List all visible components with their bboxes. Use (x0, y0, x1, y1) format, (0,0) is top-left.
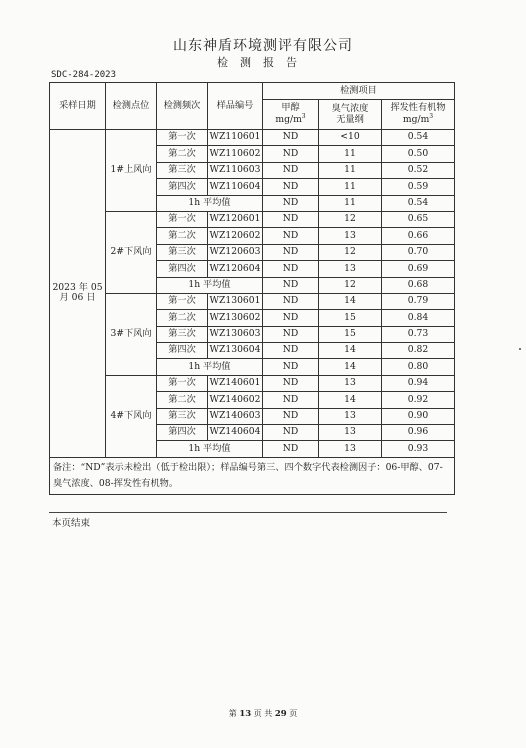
page-total: 29 (274, 709, 287, 719)
voc-cell: 0.73 (382, 326, 455, 342)
frequency-cell: 第一次 (157, 293, 208, 309)
sampling-date-line2: 月 06 日 (59, 292, 96, 304)
header-methanol-unit: mg/m (275, 114, 302, 126)
sample-no-cell: WZ140603 (208, 408, 263, 424)
methanol-cell: ND (263, 146, 319, 162)
frequency-cell: 第一次 (157, 130, 208, 146)
sample-no-cell: WZ140604 (208, 425, 263, 441)
header-voc (382, 100, 455, 130)
frequency-cell: 第一次 (157, 211, 208, 227)
sample-no-cell: WZ130604 (208, 343, 263, 359)
methanol-cell: ND (263, 392, 319, 408)
voc-cell: 0.96 (382, 425, 455, 441)
header-odor-name: 臭气浓度 (331, 102, 369, 114)
divider-line (49, 512, 447, 513)
header-voc-unit: mg/m (402, 114, 430, 126)
odor-cell: 11 (319, 195, 382, 211)
odor-cell: 12 (319, 244, 382, 260)
voc-cell: 0.80 (382, 359, 455, 375)
methanol-cell: ND (263, 441, 319, 457)
frequency-cell: 第四次 (157, 343, 208, 359)
frequency-cell: 第二次 (157, 392, 208, 408)
voc-cell: 0.54 (382, 130, 455, 146)
odor-cell: 11 (319, 146, 382, 162)
odor-cell: 12 (319, 277, 382, 293)
sampling-date-line1: 2023 年 05 (52, 281, 103, 293)
voc-cell: 0.90 (382, 408, 455, 424)
point-cell: 4#下风向 (106, 375, 157, 457)
page-current: 13 (239, 709, 252, 719)
point-cell: 1#上风向 (106, 130, 157, 212)
unit-superscript: 3 (301, 112, 306, 120)
frequency-cell: 第二次 (157, 146, 208, 162)
sample-no-cell: WZ120602 (208, 228, 263, 244)
sample-no-cell: WZ130603 (208, 326, 263, 342)
table-row (50, 293, 455, 309)
odor-cell: 14 (319, 392, 382, 408)
odor-cell: 11 (319, 179, 382, 195)
sample-no-cell: WZ120601 (208, 211, 263, 227)
document-number: SDC-284-2023 (51, 70, 117, 80)
header-point: 检测点位 (106, 83, 157, 130)
header-sample-no: 样品编号 (208, 83, 263, 130)
odor-cell: 13 (319, 425, 382, 441)
methanol-cell: ND (263, 261, 319, 277)
table-row (50, 130, 455, 146)
voc-cell: 0.94 (382, 375, 455, 391)
sample-no-cell: WZ140602 (208, 392, 263, 408)
odor-cell: 14 (319, 359, 382, 375)
header-test-items: 检测项目 (263, 83, 455, 100)
frequency-cell: 第四次 (157, 425, 208, 441)
voc-cell: 0.54 (382, 195, 455, 211)
voc-cell: 0.69 (382, 261, 455, 277)
sample-no-cell: WZ110601 (208, 130, 263, 146)
odor-cell: 13 (319, 408, 382, 424)
report-title: 检测报告 (217, 56, 309, 69)
point-cell: 3#下风向 (106, 293, 157, 375)
header-voc-name: 挥发性有机物 (390, 102, 446, 114)
page-mid: 页 共 (253, 709, 273, 718)
company-name: 山东神盾环境测评有限公司 (173, 38, 353, 54)
voc-cell: 0.92 (382, 392, 455, 408)
methanol-cell: ND (263, 195, 319, 211)
sample-no-cell: WZ130602 (208, 310, 263, 326)
methanol-cell: ND (263, 162, 319, 178)
page-suffix: 页 (289, 709, 298, 718)
frequency-cell: 第三次 (157, 408, 208, 424)
note-row (50, 457, 455, 494)
methanol-cell: ND (263, 293, 319, 309)
methanol-cell: ND (263, 310, 319, 326)
voc-cell: 0.79 (382, 293, 455, 309)
voc-cell: 0.65 (382, 211, 455, 227)
average-label-cell: 1h 平均值 (157, 277, 263, 293)
sample-no-cell: WZ140601 (208, 375, 263, 391)
methanol-cell: ND (263, 277, 319, 293)
voc-cell: 0.84 (382, 310, 455, 326)
odor-cell: <10 (319, 130, 382, 146)
methanol-cell: ND (263, 359, 319, 375)
scan-mark (519, 348, 521, 350)
methanol-cell: ND (263, 408, 319, 424)
sample-no-cell: WZ130601 (208, 293, 263, 309)
header-frequency: 检测频次 (157, 83, 208, 130)
page-prefix: 第 (228, 709, 237, 718)
odor-cell: 12 (319, 211, 382, 227)
frequency-cell: 第一次 (157, 375, 208, 391)
point-cell: 2#下风向 (106, 211, 157, 293)
odor-cell: 15 (319, 326, 382, 342)
table-row (50, 211, 455, 227)
frequency-cell: 第二次 (157, 228, 208, 244)
methanol-cell: ND (263, 425, 319, 441)
sampling-date-cell (50, 130, 106, 458)
voc-cell: 0.59 (382, 179, 455, 195)
methanol-cell: ND (263, 130, 319, 146)
voc-cell: 0.82 (382, 343, 455, 359)
methanol-cell: ND (263, 375, 319, 391)
table-row (50, 375, 455, 391)
frequency-cell: 第四次 (157, 261, 208, 277)
header-sampling-date: 采样日期 (50, 83, 106, 130)
methanol-cell: ND (263, 244, 319, 260)
odor-cell: 13 (319, 261, 382, 277)
voc-cell: 0.68 (382, 277, 455, 293)
page-number (0, 708, 526, 719)
sample-no-cell: WZ120604 (208, 261, 263, 277)
methanol-cell: ND (263, 343, 319, 359)
methanol-cell: ND (263, 228, 319, 244)
frequency-cell: 第三次 (157, 326, 208, 342)
voc-cell: 0.52 (382, 162, 455, 178)
unit-superscript: 3 (429, 112, 434, 120)
methanol-cell: ND (263, 179, 319, 195)
header-methanol-name: 甲醇 (281, 102, 300, 114)
page-end-note: 本页结束 (52, 518, 91, 529)
header-odor (319, 100, 382, 130)
odor-cell: 14 (319, 293, 382, 309)
frequency-cell: 第三次 (157, 244, 208, 260)
remarks-note: 备注：“ND”表示未检出（低于检出限）；样品编号第三、四个数字代表检测因子：06-甲醇、07-臭气浓度、08-挥发性有机物。 (50, 457, 455, 494)
frequency-cell: 第四次 (157, 179, 208, 195)
frequency-cell: 第二次 (157, 310, 208, 326)
voc-cell: 0.50 (382, 146, 455, 162)
methanol-cell: ND (263, 326, 319, 342)
average-label-cell: 1h 平均值 (157, 359, 263, 375)
average-label-cell: 1h 平均值 (157, 441, 263, 457)
voc-cell: 0.70 (382, 244, 455, 260)
header-odor-unit: 无量纲 (336, 113, 364, 125)
voc-cell: 0.93 (382, 441, 455, 457)
sample-no-cell: WZ120603 (208, 244, 263, 260)
odor-cell: 13 (319, 228, 382, 244)
frequency-cell: 第三次 (157, 162, 208, 178)
odor-cell: 13 (319, 375, 382, 391)
average-label-cell: 1h 平均值 (157, 195, 263, 211)
methanol-cell: ND (263, 211, 319, 227)
results-table (49, 82, 455, 495)
sample-no-cell: WZ110602 (208, 146, 263, 162)
odor-cell: 11 (319, 162, 382, 178)
odor-cell: 15 (319, 310, 382, 326)
sample-no-cell: WZ110603 (208, 162, 263, 178)
header-methanol (263, 100, 319, 130)
sample-no-cell: WZ110604 (208, 179, 263, 195)
odor-cell: 14 (319, 343, 382, 359)
odor-cell: 13 (319, 441, 382, 457)
voc-cell: 0.66 (382, 228, 455, 244)
